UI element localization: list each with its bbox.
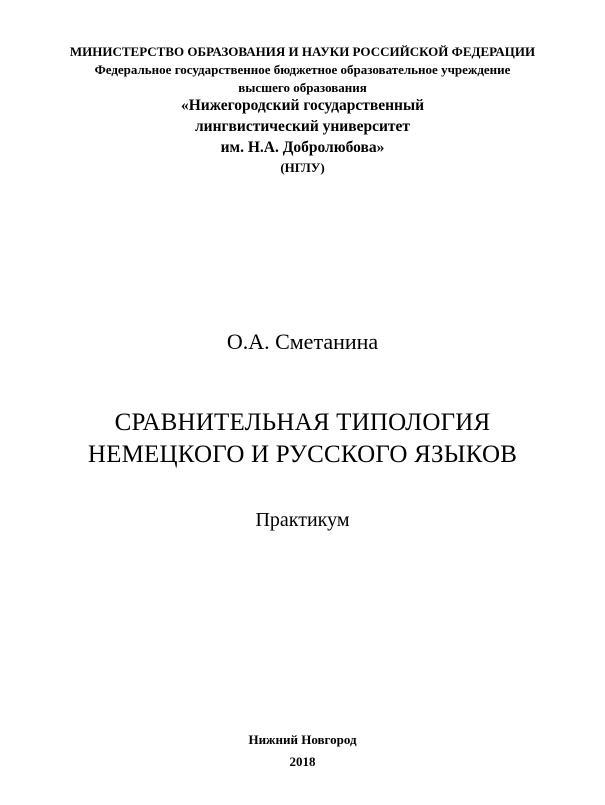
university-abbreviation: (НГЛУ) [280, 160, 325, 175]
university-name-line3: им. Н.А. Добролюбова» [220, 139, 385, 156]
education-level-line: высшего образования [238, 80, 367, 95]
publication-year: 2018 [289, 754, 316, 769]
book-title-line1: СРАВНИТЕЛЬНАЯ ТИПОЛОГИЯ [114, 409, 491, 436]
ministry-line: МИНИСТЕРСТВО ОБРАЗОВАНИЯ И НАУКИ РОССИЙСКОЙ ФЕДЕРАЦИИ [69, 44, 536, 59]
institution-type-line: Федеральное государственное бюджетное образовательное учреждение [94, 62, 511, 77]
university-name-line2: лингвистический университет [194, 118, 411, 135]
publication-city: Нижний Новгород [248, 732, 357, 747]
author-name: О.А. Сметанина [226, 329, 379, 354]
book-title-line2: НЕМЕЦКОГО И РУССКОГО ЯЗЫКОВ [87, 441, 518, 468]
book-subtitle: Практикум [255, 509, 350, 531]
university-name-line1: «Нижегородский государственный [180, 97, 425, 114]
